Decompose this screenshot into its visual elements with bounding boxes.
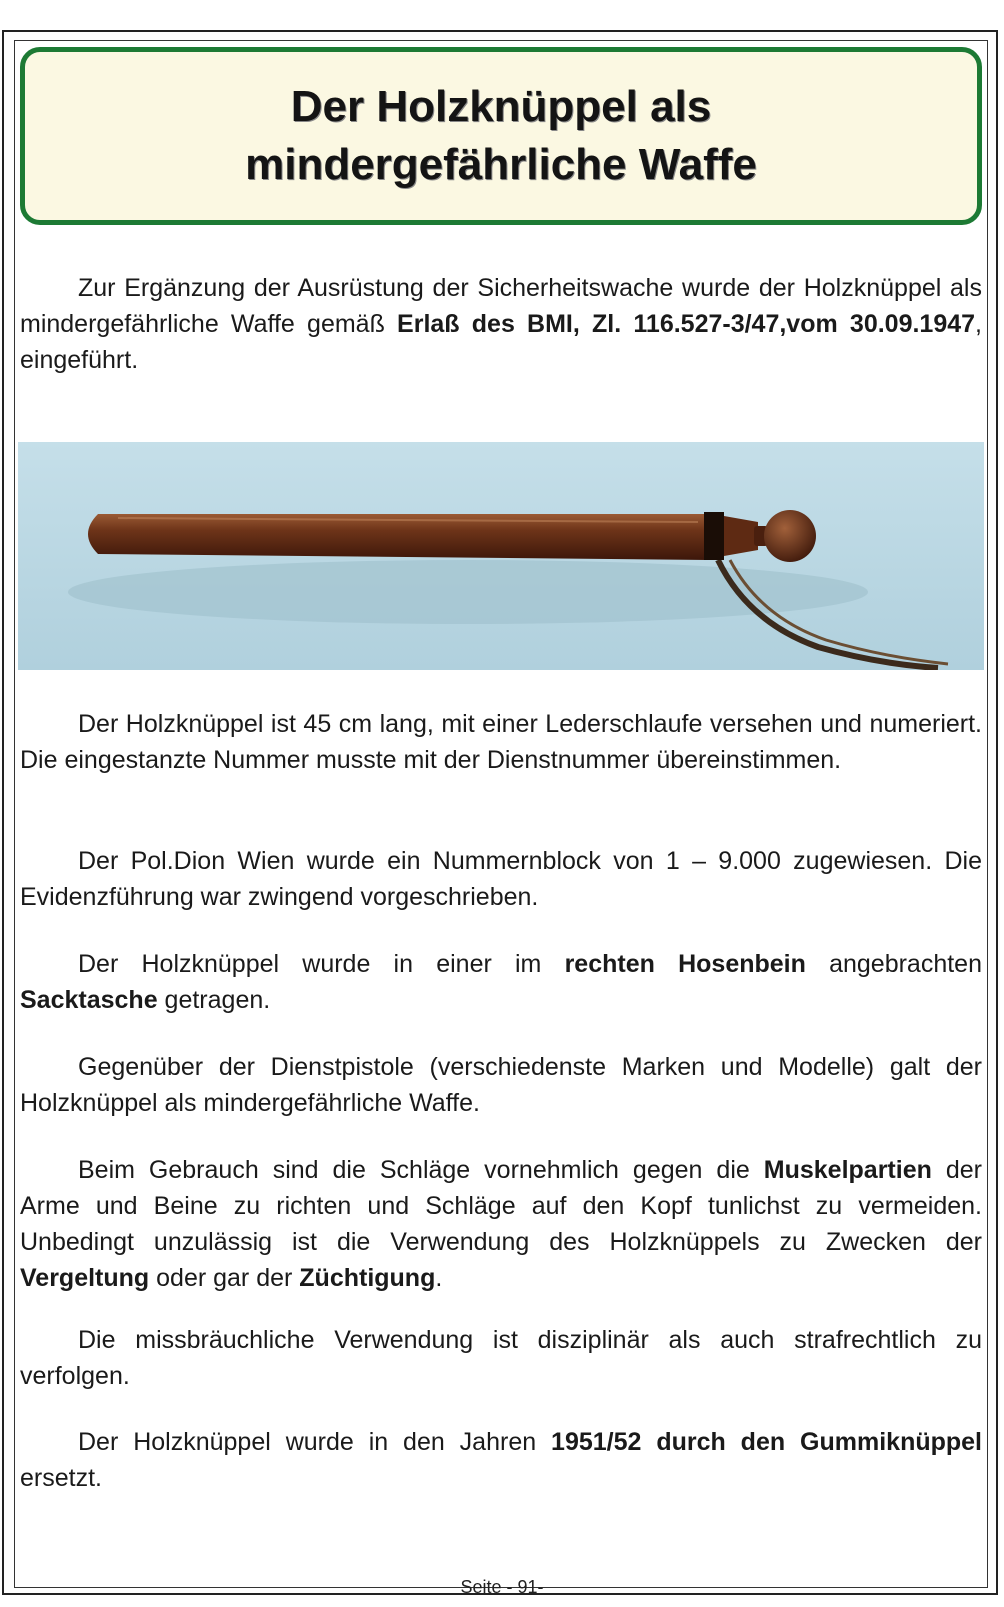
paragraph-text: angebrachten	[805, 950, 982, 978]
bold-term: Züchtigung	[299, 1264, 436, 1292]
paragraph-text: Beim Gebrauch sind die Schläge vornehmlich gegen die	[78, 1156, 764, 1184]
title-box	[20, 47, 982, 225]
page-number: Seite - 91-	[460, 1577, 544, 1597]
paragraph-comparison	[20, 1049, 982, 1121]
bold-term: Sacktasche	[20, 986, 158, 1014]
bold-term: Vergeltung	[20, 1264, 150, 1292]
paragraph-text: getragen.	[157, 986, 271, 1014]
bold-term: 1951/52 durch den Gummiknüppel	[551, 1428, 982, 1456]
paragraph-text: Gegenüber der Dienstpistole (verschiedenste Marken und Modelle) galt der Holzknüppel als mindergefährliche Waffe.	[20, 1053, 982, 1117]
paragraph-carrying	[20, 946, 982, 1018]
paragraph-text: der Arme und Beine zu richten und Schläge auf den Kopf tunlichst zu vermeiden. Unbedingt unzulässig ist die Verwendung des Holzknüppels zu Zwecken der	[20, 1156, 982, 1256]
paragraph-text: , eingeführt.	[20, 310, 982, 374]
paragraph-length	[20, 706, 982, 778]
wooden-baton-photo	[18, 442, 984, 670]
bold-term: Muskelpartien	[763, 1156, 932, 1184]
decree-reference: Erlaß des BMI, Zl. 116.527-3/47,vom 30.09.1947	[397, 310, 976, 338]
bold-term: rechten Hosenbein	[564, 950, 806, 978]
title-line-2: mindergefährliche Waffe	[245, 140, 757, 189]
paragraph-text: Zur Ergänzung der Ausrüstung der Sicherheitswache wurde der Holzknüppel als mindergefährliche Waffe gemäß	[20, 274, 982, 338]
paragraph-text: Der Pol.Dion Wien wurde ein Nummernblock von 1 – 9.000 zugewiesen. Die Evidenzführung war zwingend vorgeschrieben.	[20, 847, 982, 911]
paragraph-text: oder gar der	[149, 1264, 300, 1292]
title-line-1: Der Holzknüppel als	[290, 82, 712, 131]
paragraph-text: Der Holzknüppel wurde in einer im	[78, 950, 565, 978]
paragraph-text: Der Holzknüppel wurde in den Jahren	[78, 1428, 552, 1456]
paragraph-replacement	[20, 1424, 982, 1496]
paragraph-text: ersetzt.	[20, 1464, 102, 1492]
paragraph-text: .	[435, 1264, 443, 1292]
paragraph-usage	[20, 1152, 982, 1296]
paragraph-misuse	[20, 1322, 982, 1394]
paragraph-text: Der Holzknüppel ist 45 cm lang, mit einer Lederschlaufe versehen und numeriert. Die eingestanzte Nummer musste mit der Dienstnummer übereinstimmen.	[20, 710, 982, 774]
paragraph-text: Die missbräuchliche Verwendung ist disziplinär als auch strafrechtlich zu verfolgen.	[20, 1326, 982, 1390]
paragraph-introduction	[20, 270, 982, 378]
paragraph-number-block	[20, 843, 982, 915]
page-title	[245, 78, 757, 194]
